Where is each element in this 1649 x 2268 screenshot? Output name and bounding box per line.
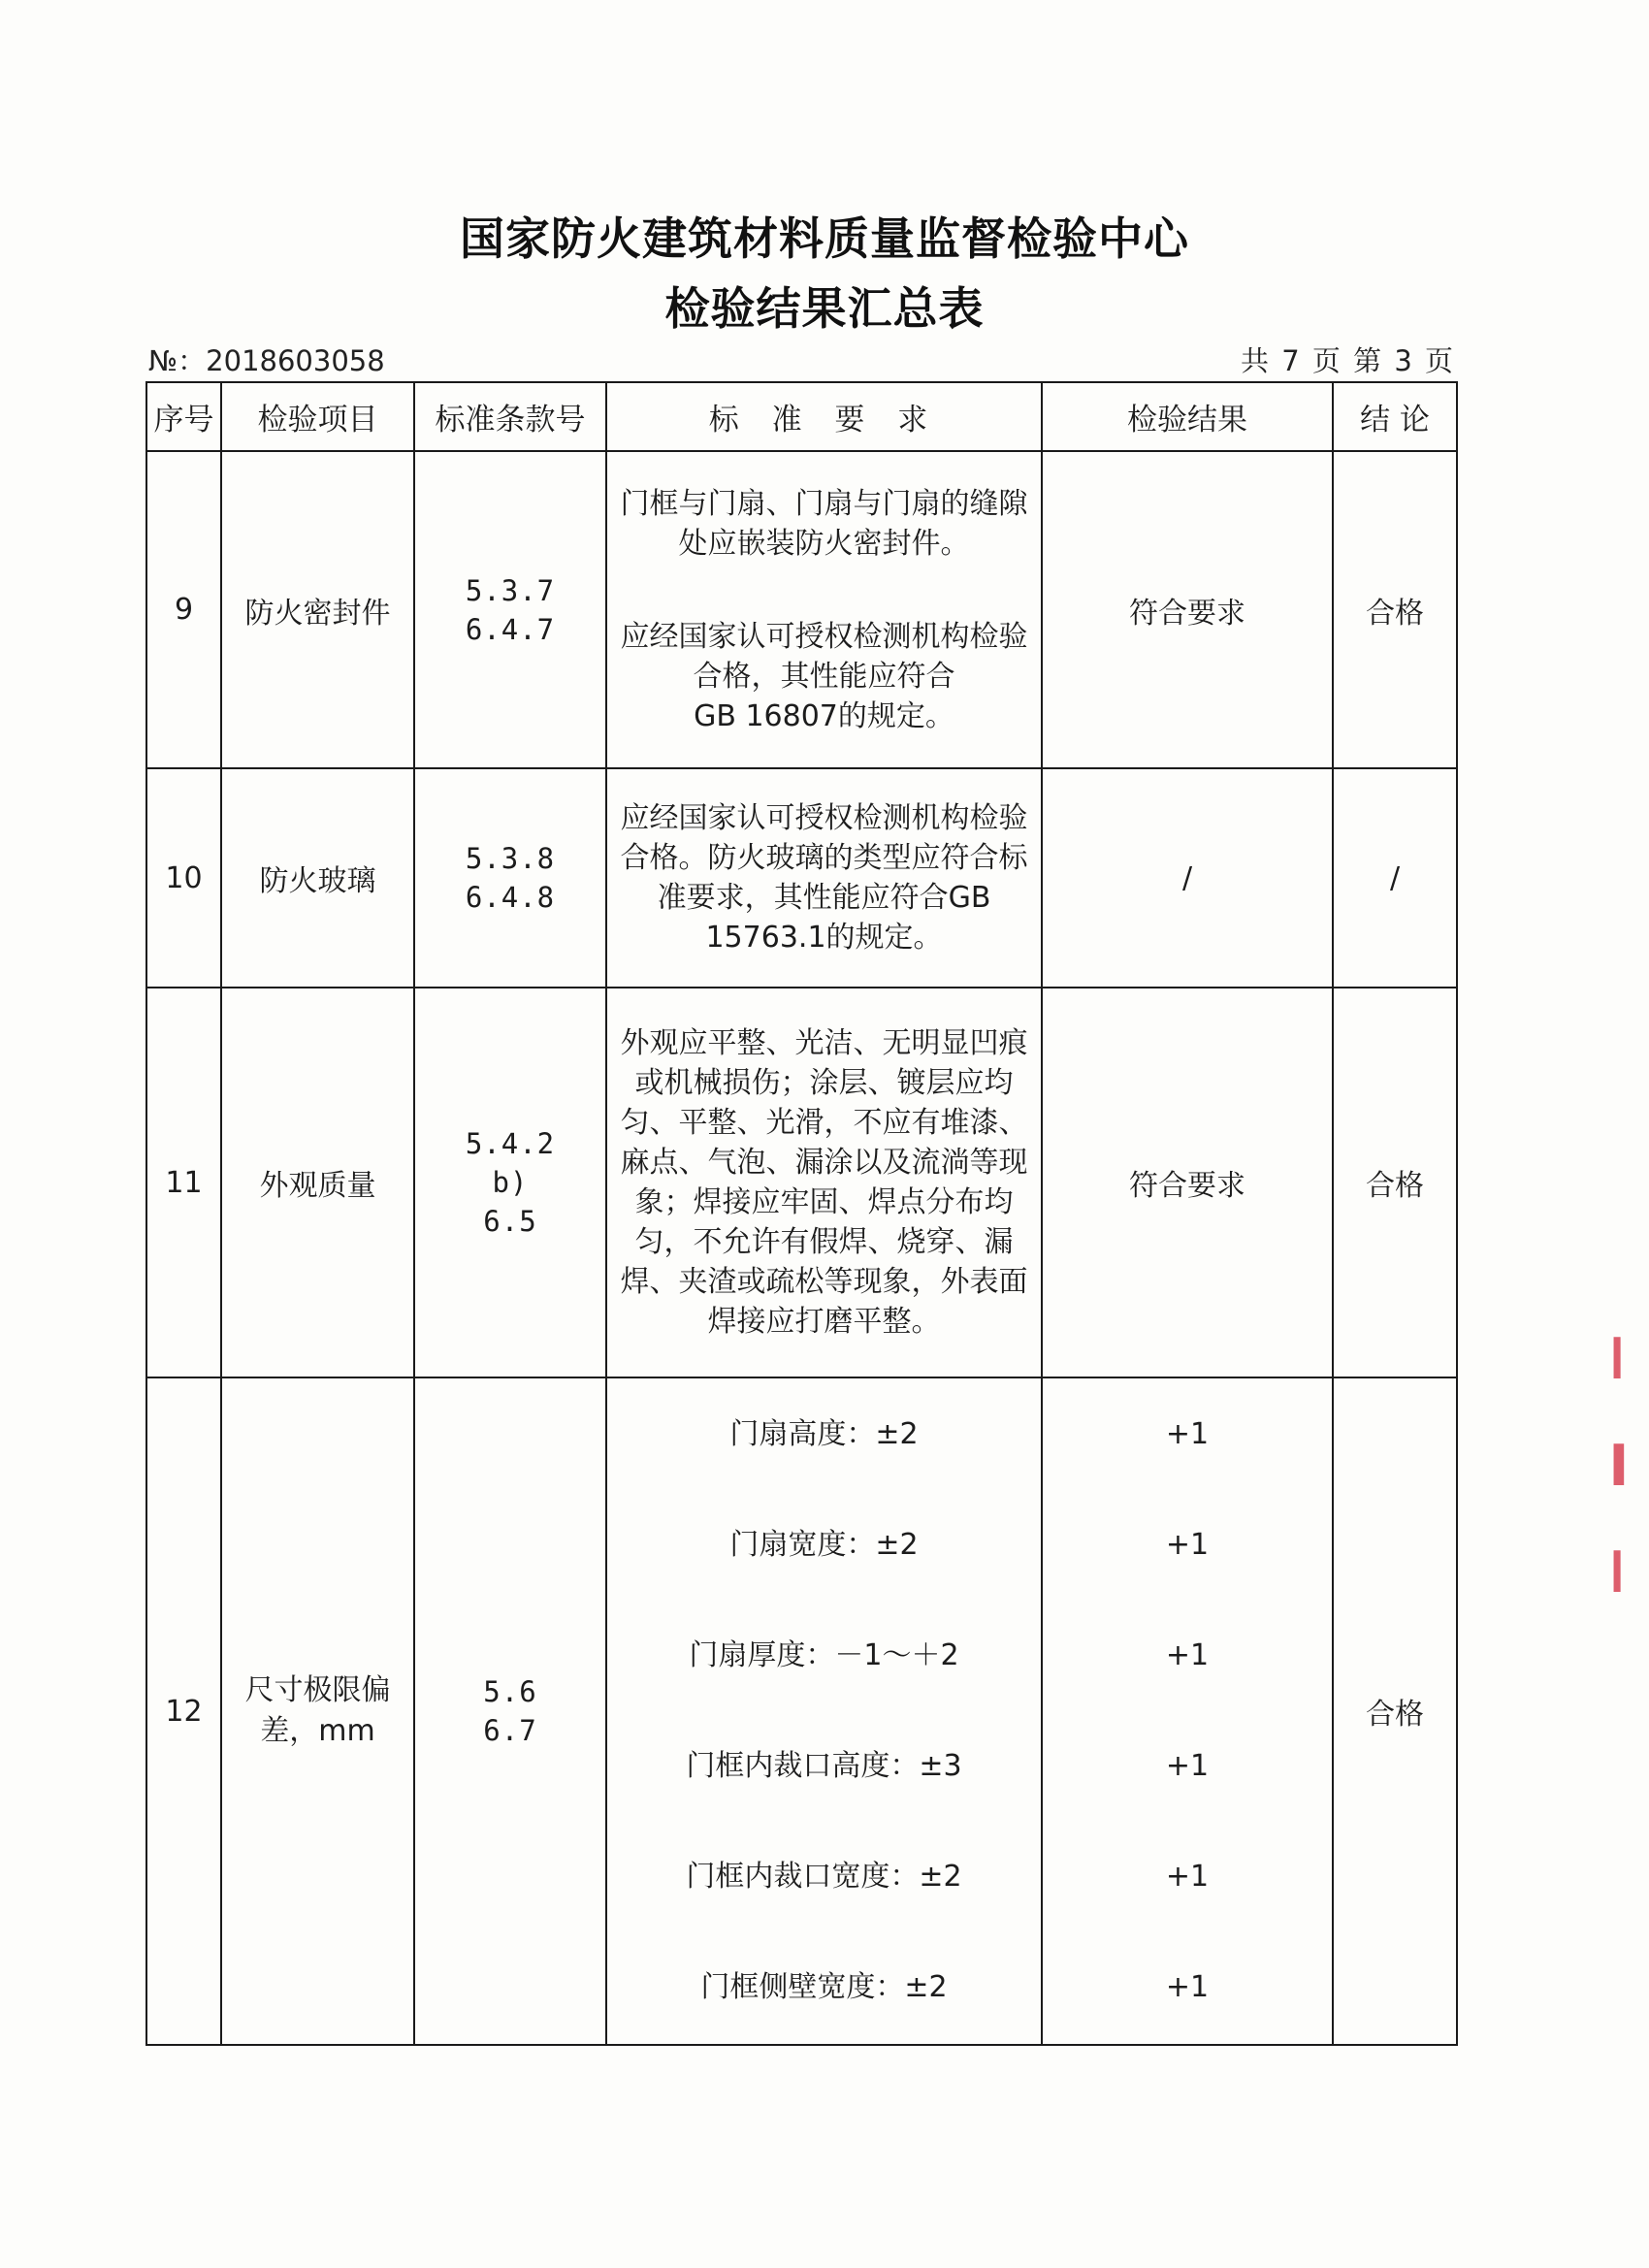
table-header-row — [146, 382, 1457, 451]
report-number: №：2018603058 — [148, 344, 385, 377]
requirement-line: 门框侧壁宽度：±2 — [700, 1970, 948, 2004]
result-line: +1 — [1165, 1970, 1210, 2004]
row-requirement — [606, 988, 1042, 1377]
result-line: +1 — [1165, 1749, 1210, 1783]
requirement-text: 应经国家认可授权检测机构检验合格。防火玻璃的类型应符合标准要求，其性能应符合GB 15763.1的规定。 — [620, 801, 1028, 955]
row-requirement — [606, 768, 1042, 988]
row-clause — [414, 768, 606, 988]
results-table — [146, 381, 1458, 2046]
result-line: +1 — [1165, 1417, 1210, 1451]
clause-line: 5.3.8 — [465, 842, 556, 875]
document-title: 检验结果汇总表 — [664, 282, 985, 335]
stamp-mark: ▎ — [1614, 1339, 1641, 1378]
row-requirement — [606, 451, 1042, 768]
requirement-line: 门框内裁口高度：±3 — [686, 1749, 962, 1783]
row-result-list — [1042, 1377, 1333, 2045]
clause-line: b) — [492, 1166, 529, 1199]
clause-line: 5.4.2 — [465, 1127, 556, 1160]
column-header-conclusion: 结 论 — [1333, 382, 1457, 451]
column-header-no: 序号 — [146, 382, 221, 451]
paragraph-gap — [607, 564, 1041, 617]
row-conclusion: / — [1333, 768, 1457, 988]
row-number: 11 — [146, 988, 221, 1377]
row-conclusion: 合格 — [1333, 988, 1457, 1377]
requirement-line: 门扇高度：±2 — [729, 1417, 919, 1451]
requirement-text: 外观应平整、光洁、无明显凹痕或机械损伤；涂层、镀层应均匀、平整、光滑，不应有堆漆、麻点、气泡、漏涂以及流淌等现象；焊接应牢固、焊点分布均匀，不允许有假焊、烧穿、漏焊、夹渣或疏松等现象，外表面焊接应打磨平整。 — [620, 1026, 1028, 1339]
clause-line: 5.3.7 — [465, 573, 556, 607]
row-item: 防火密封件 — [221, 451, 414, 768]
requirement-text: GB 16807的规定。 — [694, 698, 954, 733]
row-item: 防火玻璃 — [221, 768, 414, 988]
requirement-line: 门扇宽度：±2 — [729, 1528, 919, 1562]
table-row — [146, 1377, 1457, 2045]
column-header-requirement: 标 准 要 求 — [606, 382, 1042, 451]
table-row — [146, 988, 1457, 1377]
row-number: 10 — [146, 768, 221, 988]
row-clause — [414, 988, 606, 1377]
row-clause — [414, 1377, 606, 2045]
clause-line: 6.5 — [483, 1205, 537, 1238]
requirement-text: 应经国家认可授权检测机构检验合格，其性能应符合 — [620, 619, 1028, 694]
row-number: 12 — [146, 1377, 221, 2045]
requirement-line: 门扇厚度：－1～＋2 — [689, 1638, 959, 1672]
table-row — [146, 451, 1457, 768]
result-line: +1 — [1165, 1528, 1210, 1562]
row-result: / — [1042, 768, 1333, 988]
row-clause — [414, 451, 606, 768]
column-header-clause: 标准条款号 — [414, 382, 606, 451]
result-line: +1 — [1165, 1860, 1210, 1894]
column-header-result: 检验结果 — [1042, 382, 1333, 451]
clause-line: 6.4.8 — [465, 881, 556, 914]
row-number: 9 — [146, 451, 221, 768]
page-counter: 共 7 页 第 3 页 — [1241, 344, 1455, 377]
clause-line: 5.6 — [483, 1675, 537, 1708]
clause-line: 6.4.7 — [465, 612, 556, 646]
stamp-mark: ▎ — [1614, 1552, 1641, 1592]
column-header-item: 检验项目 — [221, 382, 414, 451]
row-item: 尺寸极限偏差，mm — [221, 1377, 414, 2045]
clause-line: 6.7 — [483, 1714, 537, 1747]
organization-title: 国家防火建筑材料质量监督检验中心 — [460, 212, 1189, 265]
table-row — [146, 768, 1457, 988]
requirement-text: 门框与门扇、门扇与门扇的缝隙处应嵌装防火密封件。 — [620, 486, 1028, 561]
stamp-mark: ▍ — [1614, 1445, 1641, 1485]
row-conclusion: 合格 — [1333, 451, 1457, 768]
result-line: +1 — [1165, 1638, 1210, 1672]
row-conclusion: 合格 — [1333, 1377, 1457, 2045]
requirement-line: 门框内裁口宽度：±2 — [686, 1860, 962, 1894]
row-requirement-list — [606, 1377, 1042, 2045]
row-result: 符合要求 — [1042, 451, 1333, 768]
row-result: 符合要求 — [1042, 988, 1333, 1377]
row-item: 外观质量 — [221, 988, 414, 1377]
